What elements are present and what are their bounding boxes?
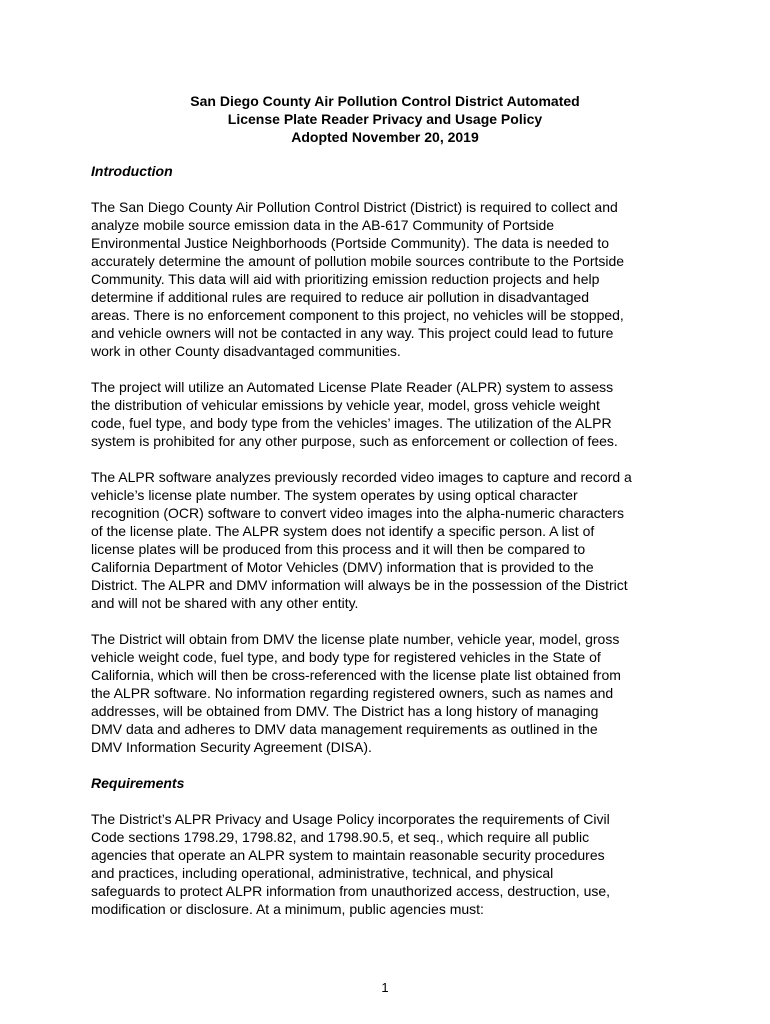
paragraph-line: District. The ALPR and DMV information will always be in the possession of the District: [91, 577, 628, 593]
paragraph-line: and vehicle owners will not be contacted in any way. This project could lead to future: [91, 325, 614, 341]
paragraph-line: modification or disclosure. At a minimum, public agencies must:: [91, 901, 484, 917]
document-title: [0, 92, 770, 146]
document-body: [91, 162, 691, 918]
paragraph-line: work in other County disadvantaged communities.: [91, 343, 401, 359]
paragraph-line: vehicle’s license plate number. The system operates by using optical character: [91, 487, 578, 503]
paragraph-line: Environmental Justice Neighborhoods (Portside Community). The data is needed to: [91, 235, 610, 251]
title-line-2: License Plate Reader Privacy and Usage Policy: [227, 111, 543, 127]
paragraph-line: agencies that operate an ALPR system to maintain reasonable security procedures: [91, 847, 605, 863]
paragraph-line: recognition (OCR) software to convert video images into the alpha-numeric characters: [91, 505, 625, 521]
paragraph-line: analyze mobile source emission data in the AB-617 Community of Portside: [91, 217, 555, 233]
paragraph-line: vehicle weight code, fuel type, and body type for registered vehicles in the State of: [91, 649, 601, 665]
paragraph-line: determine if additional rules are required to reduce air pollution in disadvantaged: [91, 289, 590, 305]
paragraph-line: addresses, will be obtained from DMV. The District has a long history of managing: [91, 703, 599, 719]
paragraph-line: of the license plate. The ALPR system does not identify a specific person. A list of: [91, 523, 595, 539]
paragraph-line: code, fuel type, and body type from the vehicles’ images. The utilization of the ALPR: [91, 415, 612, 431]
paragraph-line: The San Diego County Air Pollution Control District (District) is required to collect and: [91, 199, 618, 215]
paragraph-line: and will not be shared with any other entity.: [91, 595, 359, 611]
paragraph-line: areas. There is no enforcement component to this project, no vehicles will be stopped,: [91, 307, 624, 323]
paragraph-line: accurately determine the amount of pollution mobile sources contribute to the Portside: [91, 253, 625, 269]
paragraph-line: California, which will then be cross-referenced with the license plate list obtained from: [91, 667, 621, 683]
title-line-1: San Diego County Air Pollution Control District Automated: [190, 93, 580, 109]
paragraph-line: and practices, including operational, administrative, technical, and physical: [91, 865, 554, 881]
paragraph-line: Community. This data will aid with prioritizing emission reduction projects and help: [91, 271, 600, 287]
requirements-paragraph-1: [91, 810, 691, 918]
paragraph-line: The project will utilize an Automated License Plate Reader (ALPR) system to assess: [91, 379, 614, 395]
paragraph-line: California Department of Motor Vehicles (DMV) information that is provided to the: [91, 559, 594, 575]
title-line-3: Adopted November 20, 2019: [291, 129, 479, 145]
intro-paragraph-2: [91, 378, 691, 450]
intro-paragraph-4: [91, 630, 691, 756]
paragraph-line: Code sections 1798.29, 1798.82, and 1798.90.5, et seq., which require all public: [91, 829, 590, 845]
page-number: 1: [381, 980, 389, 995]
paragraph-line: license plates will be produced from this process and it will then be compared to: [91, 541, 586, 557]
paragraph-line: the ALPR software. No information regarding registered owners, such as names and: [91, 685, 614, 701]
paragraph-line: The District’s ALPR Privacy and Usage Policy incorporates the requirements of Civil: [91, 811, 610, 827]
paragraph-line: The District will obtain from DMV the license plate number, vehicle year, model, gross: [91, 631, 620, 647]
paragraph-line: the distribution of vehicular emissions by vehicle year, model, gross vehicle weight: [91, 397, 600, 413]
intro-paragraph-1: [91, 198, 691, 360]
paragraph-line: The ALPR software analyzes previously recorded video images to capture and record a: [91, 469, 632, 485]
paragraph-line: system is prohibited for any other purpose, such as enforcement or collection of fees.: [91, 433, 618, 449]
paragraph-line: DMV data and adheres to DMV data management requirements as outlined in the: [91, 721, 598, 737]
paragraph-line: DMV Information Security Agreement (DISA).: [91, 739, 372, 755]
paragraph-line: safeguards to protect ALPR information from unauthorized access, destruction, use,: [91, 883, 611, 899]
introduction-heading: Introduction: [91, 163, 173, 179]
intro-paragraph-3: [91, 468, 691, 612]
requirements-heading: Requirements: [91, 775, 185, 791]
